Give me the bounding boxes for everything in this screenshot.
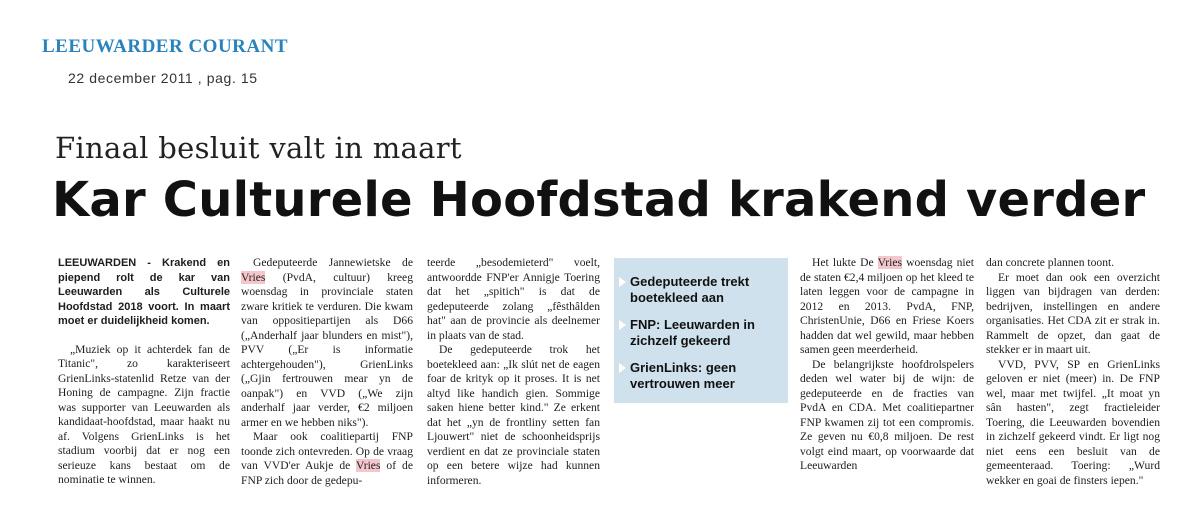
text-span: Gedeputeerde Jannewietske de — [253, 256, 413, 269]
paragraph — [241, 256, 413, 430]
article-headline: Kar Culturele Hoofdstad krakend verder — [52, 172, 1146, 228]
arrow-icon — [619, 363, 626, 373]
masthead: LEEUWARDER COURANT — [42, 36, 288, 57]
highlight-item — [630, 317, 780, 349]
paragraph: „Muziek op it achterdek fan de Titanic", zo karakteriseert GrienLinks-statenlid Retze van der Honing de campagne. Zijn fractie was supporter van Leeuwarden als kandidaat-hoofdstad, maar haakt nu af. Volgens GrienLinks is het stadium voorbij dat er nog een serieuze kans bestaat om de nominatie te winnen. — [58, 342, 230, 486]
paragraph: dan concrete plannen toont. — [986, 256, 1115, 269]
text-span: (PvdA, cultuur) kreeg woensdag in provinciale staten zware kritiek te verduren. Die kwam van oppositiepartijen als D66 („Anderhalf jaar blunders en mist"), PVV („Er is informatie achtergehouden"), GrienLinks („Gjin fertrouwen mear yn de oanpak") en VVD („We zijn anderhalf jaar verder, €2 miljoen armer en we hebben niks"). — [241, 270, 413, 429]
text-span: of de FNP zich door de gedepu- — [241, 459, 414, 487]
paragraph: De belangrijkste hoofdrolspelers deden wel water bij de wijn: de gedeputeerde en de fracties van PvdA en CDA. Met coalitiepartner FNP kwamen zij tot een compromis. Ze geven nu €0,8 miljoen. De rest volgt eind maart, op voorwaarde dat Leeuwarden — [800, 357, 974, 472]
paragraph: Er moet dan ook een overzicht liggen van bijdragen van derden: bedrijven, instellingen en andere organisaties. Het CDA zit er strak in. Rammelt de opzet, dan gaat de stekker er in maart uit. — [986, 270, 1160, 356]
search-highlight: Vries — [241, 270, 266, 284]
paragraph: VVD, PVV, SP en GrienLinks geloven er niet (meer) in. De FNP wel, maar met twijfel. „It moat yn sân hasten", zegt fractieleider Toering, die Leeuwarden bovendien in zichzelf gekeerd vindt. Er ligt nog niet eens een besluit van de gemeenteraad. Toering: „Wurd wekker en goai de finsters iepen." — [986, 357, 1160, 487]
search-highlight: Vries — [356, 459, 381, 472]
highlights-box — [614, 258, 788, 403]
paragraph: teerde „besodemieterd" voelt, antwoordde FNP'er Annigje Toering dat het „spitich" is dat de gedeputeerde zolang „fêsthâlden hat" aan de provincie als deelnemer in plaats van de stad. — [427, 256, 600, 342]
article-kicker: Finaal besluit valt in maart — [55, 131, 462, 165]
highlight-text: FNP: Leeuwarden in zichzelf gekeerd — [630, 317, 755, 348]
text-span: Het lukte De — [812, 256, 878, 269]
highlight-item — [630, 274, 780, 306]
article-column-1 — [58, 256, 230, 488]
article-column-2 — [241, 256, 413, 488]
dateline: 22 december 2011 , pag. 15 — [68, 70, 258, 86]
article-column-3 — [427, 256, 600, 488]
paragraph: De gedeputeerde trok het boetekleed aan: „Ik slút net de eagen foar de krityk op it proses. It is net altyd like handich gien. Sommige saken hiene better kind." Ze erkent dat het „yn de frontliny setten fan Ljouwert" niet de schoonheidsprijs verdient en dat ze provinciale staten op een betere wijze had kunnen informeren. — [427, 343, 600, 487]
highlight-text: Gedeputeerde trekt boetekleed aan — [630, 274, 750, 305]
text-span: Maar ook coalitiepartij FNP toonde zich ontevreden. Op de vraag van VVD'er Aukje de — [241, 430, 413, 472]
highlight-text: GrienLinks: geen vertrouwen meer — [630, 360, 737, 391]
arrow-icon — [619, 277, 626, 287]
article-column-6 — [986, 256, 1160, 488]
article-column-5 — [800, 256, 974, 474]
highlight-item — [630, 360, 780, 392]
paragraph — [800, 256, 974, 358]
search-highlight: Vries — [877, 256, 903, 269]
paragraph — [241, 430, 413, 488]
arrow-icon — [619, 320, 626, 330]
article-lead: LEEUWARDEN - Krakend en piepend rolt de kar van Leeuwarden als Culturele Hoofdstad 2018 voort. In maart moet er duidelijkheid komen. — [58, 257, 230, 327]
text-span: woensdag niet de staten €2,4 miljoen op het kleed te laten leggen voor de campagne in 2012 en 2013. PvdA, FNP, ChristenUnie, D66 en Friese Koers hadden dat wel gewild, maar hebben samen geen meerderheid. — [800, 256, 974, 356]
